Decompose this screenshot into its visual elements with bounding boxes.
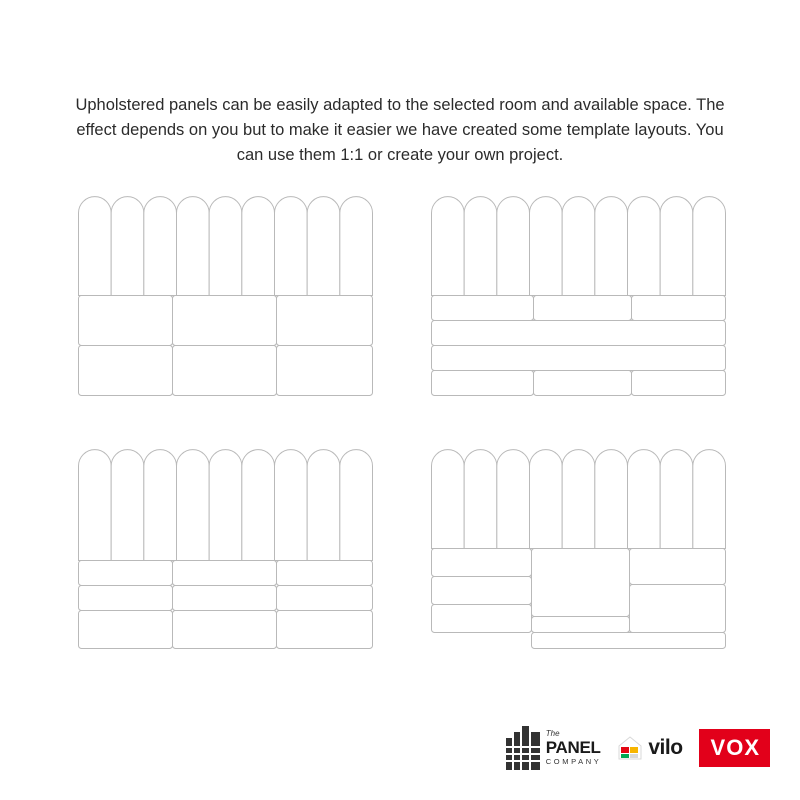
layout-1-diagram (77, 195, 373, 397)
layout-4-diagram (430, 448, 726, 650)
layout-card-1[interactable] (77, 195, 373, 397)
vilo-wordmark: vilo (648, 736, 683, 759)
panel-wordmark (546, 730, 602, 766)
intro-paragraph: Upholstered panels can be easily adapted to the selected room and available space. The effect depends on you but to make it easier we have created some template layouts. You can use them 1:1 or create your own project. (75, 95, 725, 164)
layout-card-3[interactable] (77, 448, 373, 650)
brand-logos (506, 726, 770, 770)
logo-vilo[interactable] (617, 735, 682, 761)
vilo-house-icon (617, 735, 643, 761)
layout-card-2[interactable] (430, 195, 726, 397)
footer (0, 722, 800, 782)
logo-the-panel-company[interactable] (506, 726, 602, 770)
layout-3-diagram (77, 448, 373, 650)
panel-building-icon (506, 726, 540, 770)
panel-logo-the: The (545, 729, 560, 739)
layout-card-4[interactable] (430, 448, 726, 650)
panel-logo-main: PANEL (545, 738, 601, 758)
panel-logo-sub: COMPANY (545, 757, 602, 767)
layout-2-diagram (430, 195, 726, 397)
logo-vox[interactable]: VOX (699, 729, 770, 767)
